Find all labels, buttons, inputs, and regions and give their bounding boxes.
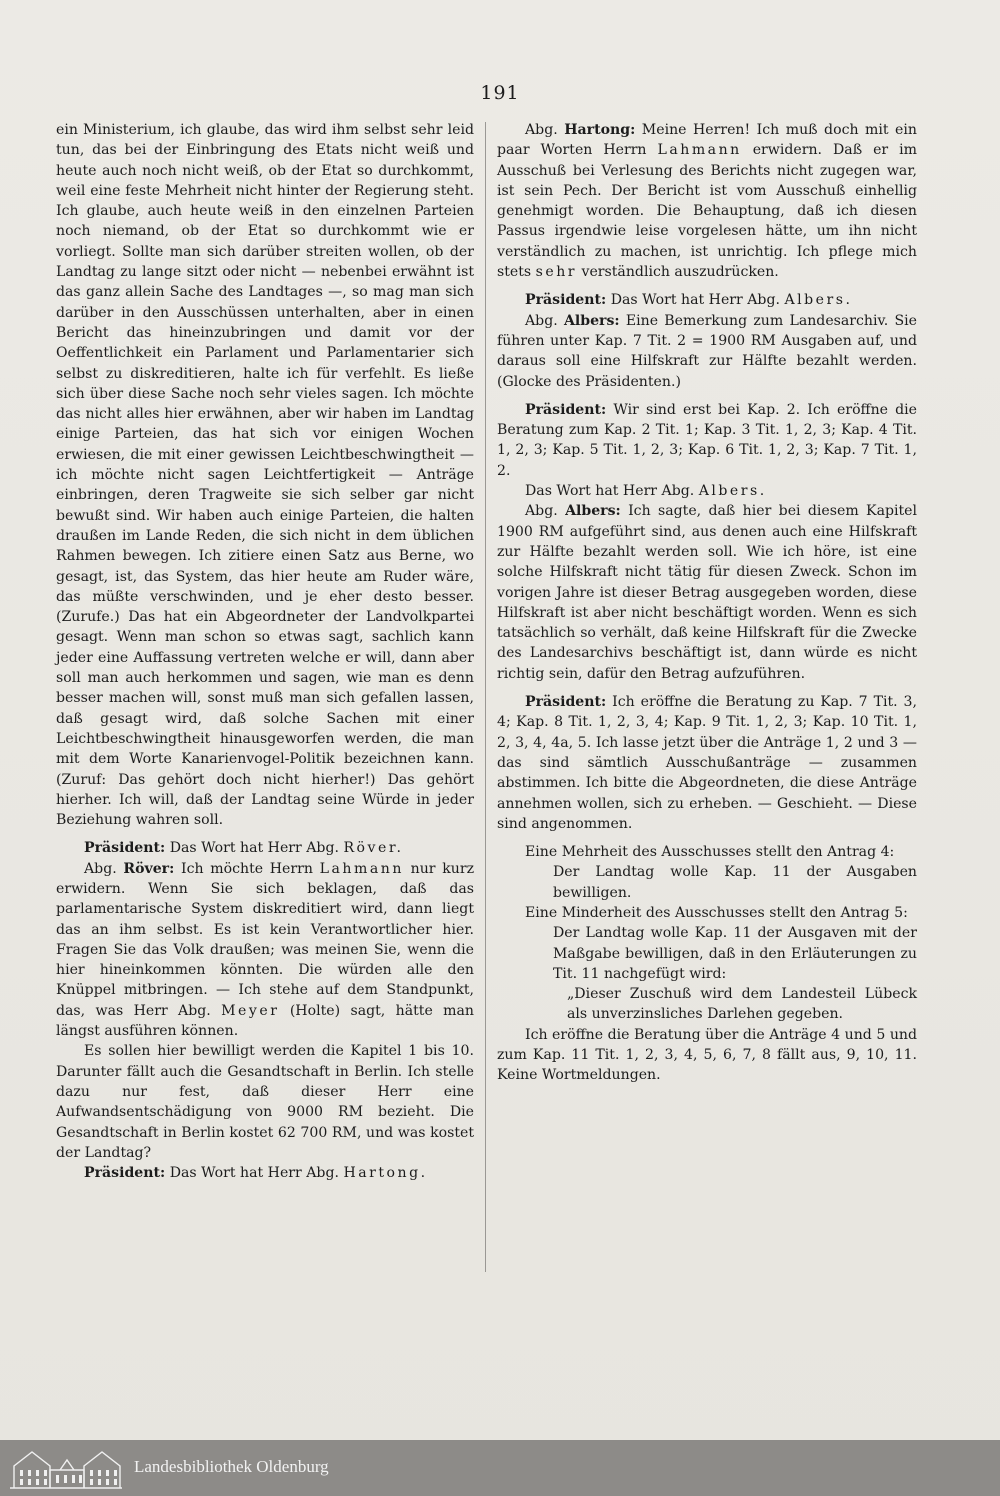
paragraph-text: erwidern. Daß er im Ausschuß bei Verlesung des Berichts nicht zugegen war, ist sein Pech. Der Bericht ist vom Ausschuß einhellig genehmigt worden. Die Behauptung, daß ich diesen Passus irgendwie leise vorgelesen hätte, um ihn nicht verständlich zu machen, ist unrichtig. Ich pflege mich stets xyxy=(497,142,917,281)
spaced-emphasis: sehr xyxy=(535,264,578,281)
paragraph-hartong-speech xyxy=(497,120,917,282)
speaker-label: Präsident: xyxy=(525,401,607,418)
paragraph-wort-albers xyxy=(497,481,917,501)
speaker-name: Hartong. xyxy=(343,1165,428,1182)
paragraph-roever-speech xyxy=(56,859,474,1042)
spaced-name: Lahmann xyxy=(657,142,742,159)
speaker-prefix: Abg. xyxy=(84,860,117,877)
right-column xyxy=(497,120,917,1086)
paragraph-text: Das Wort hat Herr Abg. xyxy=(610,292,780,309)
paragraph-text: Ich eröffne die Beratung zu Kap. 7 Tit. 3, 4; Kap. 8 Tit. 1, 2, 3, 4; Kap. 9 Tit. 1, 2, 3; Kap. 10 Tit. 1, 2, 3, 4, 4a, 5. Ich lasse jetzt über die Anträge 1, 2 und 3 — das sind sämtlich Ausschußanträge — zusammen abstimmen. Ich bitte die Abgeordneten, die diese Anträge annehmen wollen, sich zu erheben. — Geschieht. — Diese sind angenommen. xyxy=(497,694,917,832)
paragraph-text: Ich möchte Herrn xyxy=(181,860,313,877)
paragraph-praesident-hartong xyxy=(56,1163,474,1183)
speaker-name: Albers. xyxy=(698,483,767,500)
paragraph-albers-landesarchiv xyxy=(497,311,917,392)
library-building-icon xyxy=(8,1446,124,1490)
library-name: Landesbibliothek Oldenburg xyxy=(134,1457,329,1476)
left-column xyxy=(56,120,474,1183)
spaced-name: Meyer xyxy=(221,1002,280,1019)
speaker-label: Albers: xyxy=(565,503,621,520)
speaker-label: Präsident: xyxy=(525,292,607,309)
paragraph-beratung: Ich eröffne die Beratung über die Anträge 4 und 5 und zum Kap. 11 Tit. 1, 2, 3, 4, 5, 6, 7, 8 fällt aus, 9, 10, 11. Keine Wortmeldungen. xyxy=(497,1026,917,1084)
paragraph-albers-kapitel xyxy=(497,501,917,684)
paragraph-text: Ich sagte, daß hier bei diesem Kapitel 1900 RM aufgeführt sind, aus denen auch eine Hilfskraft zur Hälfte bezahlt werden soll. Wie ich höre, ist eine solche Hilfskraft nicht tätig für diesen Zweck. Schon im vorigen Jahre ist dieser Betrag ausgegeben worden, diese Hilfskraft ist aber nicht beschäftigt worden. Wenn es sich tatsächlich so verhält, daß keine Hilfskraft für die Zwecke des Landesarchivs beschäftigt ist, dann würde es nicht richtig sein, dafür den Betrag aufzuführen. xyxy=(497,503,918,682)
speaker-label: Präsident: xyxy=(84,1165,166,1182)
paragraph-text: nur kurz erwidern. Wenn Sie sich beklagen, daß das parlamentarische System diskreditiert wird, dann liegt das an ihm selbst. Es ist kein Verantwortlicher hier. Fragen Sie das Volk draußen; was meinen Sie, wenn die hier hineinkommen könnten. Die würden alle den Knüppel mitbringen. — Ich stehe auf dem Standpunkt, das, was Herr Abg. xyxy=(56,860,474,1019)
paragraph-minderheit: Eine Minderheit des Ausschusses stellt den Antrag 5: xyxy=(525,904,908,921)
speaker-label: Hartong: xyxy=(564,122,636,138)
paragraph-text: Das Wort hat Herr Abg. xyxy=(169,1165,339,1182)
motion-5-quote: „Dieser Zuschuß wird dem Landesteil Lübeck als unverzinsliches Darlehen gegeben. xyxy=(567,986,917,1023)
page-number: 191 xyxy=(480,82,520,104)
paragraph-ministerium: ein Ministerium, ich glaube, das wird ihm selbst sehr leid tun, das bei der Einbringung des Etats nicht weiß und heute auch noch nicht weiß, ob der Etat so durchkommt, weil eine feste Mehrheit nicht hinter der Regierung steht. Ich glaube, auch heute weiß in den einzelnen Parteien noch niemand, ob der Etat so durchkommt wie er vorliegt. Sollte man sich darüber streiten wollen, ob der Landtag zu lange sitzt oder nicht — nebenbei erwähnt ist das ganz allein Sache des Landtages —, so mag man sich darüber in den Ausschüssen unterhalten, aber in einen Bericht das hineinzubringen und damit vor der Oeffentlichkeit ein Parlament und Parlamentarier sich selbst zu diskreditieren, halte ich für verfehlt. Es ließe sich über diese Sache noch sehr vieles sagen. Ich möchte das nicht alles hier erwähnen, aber wir haben im Landtag einige Parteien, das hat sich vor einigen Wochen erwiesen, die mit einer gewissen Leichtbeschwingtheit — ich möchte nicht sagen Leichtfertigkeit — Anträge einbringen, deren Tragweite sie sich selber gar nicht bewußt sind. Wir haben auch einige Parteien, die halten draußen im Lande Reden, die sich nicht in dem üblichen Rahmen bewegen. Ich zitiere einen Satz aus Berne, wo gesagt, ist, das System, das hier heute am Ruder wäre, das müßte verschwinden, und je eher desto besser. (Zurufe.) Das hat ein Abgeordneter der Landvolkpartei gesagt. Wenn man schon so etwas sagt, sachlich kann jeder eine Auffassung vertreten welche er will, dann aber soll man auch herkommen und sagen, wie man es denn besser machen will, sonst muß man sich gefallen lassen, daß gesagt wird, daß solche Sachen mit einer Leichtbeschwingtheit hinausgeworfen werden, die man mit dem Worte Kanarienvogel-Politik bezeichnen kann. (Zuruf: Das gehört doch nicht hierher!) Das gehört hierher. Ich will, daß der Landtag seine Würde in jeder Beziehung wahren soll. xyxy=(56,122,474,829)
speaker-prefix: Abg. xyxy=(525,122,558,138)
paragraph-praesident-abstimmung xyxy=(497,692,917,834)
speaker-label: Röver: xyxy=(123,860,175,877)
motion-5: Der Landtag wolle Kap. 11 der Ausgaven mit der Maßgabe bewilligen, daß in den Erläuterungen zu Tit. 11 nachgefügt wird: xyxy=(553,925,917,982)
speaker-label: Präsident: xyxy=(84,840,166,857)
speaker-prefix: Abg. xyxy=(525,503,558,520)
paragraph-mehrheit: Eine Mehrheit des Ausschusses stellt den Antrag 4: xyxy=(525,844,895,861)
column-divider xyxy=(485,122,486,1272)
paragraph-praesident-roever xyxy=(56,838,474,858)
speaker-name: Albers. xyxy=(784,292,853,309)
paragraph-text: Das Wort hat Herr Abg. xyxy=(169,840,339,857)
spaced-name: Lahmann xyxy=(319,860,404,877)
speaker-label: Präsident: xyxy=(525,694,607,711)
paragraph-text: Meine Herren! Ich muß doch mit ein paar Worten Herrn xyxy=(497,122,917,159)
library-footer xyxy=(0,1440,1000,1496)
paragraph-text: verständlich auszudrücken. xyxy=(581,264,779,281)
paragraph-praesident-kap2 xyxy=(497,400,917,481)
speaker-prefix: Abg. xyxy=(525,312,558,329)
paragraph-text: Das Wort hat Herr Abg. xyxy=(525,483,695,500)
speaker-name: Röver. xyxy=(343,840,404,857)
speaker-label: Albers: xyxy=(563,312,620,329)
motion-4: Der Landtag wolle Kap. 11 der Ausgaben bewilligen. xyxy=(553,864,917,901)
paragraph-text: Eine Bemerkung zum Landesarchiv. Sie führen unter Kap. 7 Tit. 2 = 1900 RM Ausgaben auf, und daraus soll eine Hilfskraft zur Hälfte bezahlt werden. (Glocke des Präsidenten.) xyxy=(497,312,918,390)
paragraph-text: Wir sind erst bei Kap. 2. Ich eröffne die Beratung zum Kap. 2 Tit. 1; Kap. 3 Tit. 1, 2, 3; Kap. 4 Tit. 1, 2, 3; Kap. 5 Tit. 1, 2, 3; Kap. 6 Tit. 1, 2, 3; Kap. 7 Tit. 1, 2. xyxy=(497,401,917,479)
paragraph-text: (Holte) sagt, hätte man längst ausführen können. xyxy=(56,1002,474,1040)
paragraph-praesident-albers xyxy=(497,290,917,310)
paragraph-kapitel: Es sollen hier bewilligt werden die Kapitel 1 bis 10. Darunter fällt auch die Gesandtschaft in Berlin. Ich stelle dazu nur fest, daß dieser Herr eine Aufwandsentschädigung von 9000 RM bezieht. Die Gesandtschaft in Berlin kostet 62 700 RM, und was kostet der Landtag? xyxy=(56,1043,474,1161)
